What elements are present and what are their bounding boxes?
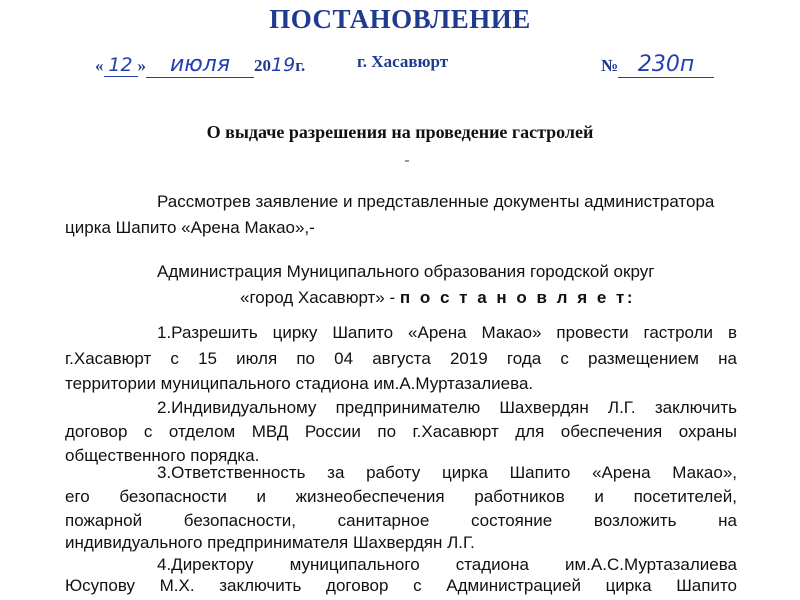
body-line: индивидуального предпринимателя Шахвердян Л.Г. <box>65 533 475 552</box>
body-line: Юсупову М.Х. заключить договор с Администрацией цирка Шапито <box>65 576 737 595</box>
date-open-quote: « <box>95 56 104 75</box>
date-day-handwritten: 12 <box>104 54 138 77</box>
body-line: 2.Индивидуальному предпринимателю Шахвердян Л.Г. заключить <box>157 398 737 417</box>
body-line: Рассмотрев заявление и представленные документы администратора <box>157 192 715 211</box>
date-year-handwritten: 19 <box>271 54 296 76</box>
body-line: 1.Разрешить цирку Шапито «Арена Макао» провести гастроли в <box>157 323 737 342</box>
date-year-suffix: г. <box>295 56 306 75</box>
body-line: 4.Директору муниципального стадиона им.А.С.Муртазалиева <box>157 555 737 574</box>
date-month-handwritten: июля <box>146 52 254 78</box>
document-number <box>601 52 714 78</box>
body-line: территории муниципального стадиона им.А.Муртазалиева. <box>65 374 534 393</box>
body-line: договор с отделом МВД России по г.Хасавюрт для обеспечения охраны <box>65 422 737 441</box>
city-label: г. Хасавюрт <box>357 52 449 71</box>
resolves-keyword: п о с т а н о в л я е т: <box>399 288 635 307</box>
date-close-quote: » <box>137 56 146 75</box>
date-year-prefix: 20 <box>254 56 271 75</box>
body-line: пожарной безопасности, санитарное состояние возложить на <box>65 511 737 530</box>
body-line-resolves <box>240 288 660 312</box>
document-title: ПОСТАНОВЛЕНИЕ <box>269 4 531 34</box>
body-line: 3.Ответственность за работу цирка Шапито «Арена Макао», <box>157 463 737 482</box>
body-line: Администрация Муниципального образования городской округ <box>157 262 655 281</box>
body-line: его безопасности и жизнеобеспечения работников и посетителей, <box>65 487 737 506</box>
number-handwritten: 230п <box>618 52 714 78</box>
number-sign: № <box>601 56 619 75</box>
body-line: общественного порядка. <box>65 446 260 465</box>
document-subject: О выдаче разрешения на проведение гастролей <box>206 122 594 142</box>
body-line: г.Хасавюрт с 15 июля по 04 августа 2019 года с размещением на <box>65 349 737 368</box>
date-field <box>95 52 305 78</box>
scan-mark <box>405 160 409 162</box>
body-line: «город Хасавюрт» - <box>240 288 396 307</box>
body-line: цирка Шапито «Арена Макао»,- <box>65 218 315 237</box>
